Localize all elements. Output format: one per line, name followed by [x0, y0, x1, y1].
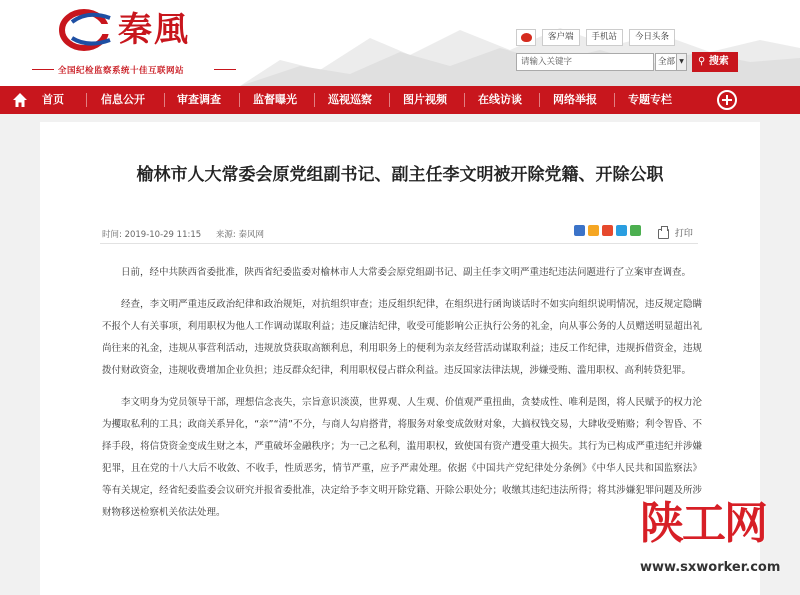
article-paragraph: 经查，李文明严重违反政治纪律和政治规矩，对抗组织审查；违反组织纪律，在组织进行函询谈话时不如实向组织说明情况，违反规定隐瞒不报个人有关事项，利用职权为他人工作调动谋取利益；违反廉洁纪律，收受可能影响公正执行公务的礼金，向从事公务的人员赠送明显超出礼尚往来的礼金，违规从事营利活动，违规放贷获取高额利息，利用职务上的便利为亲友经营活动谋取利益；违反工作纪律，违规拆借资金，违规拨付财政资金，违规收费增加企业负担；违反群众纪律，利用职权侵占群众利益。违反国家法律法规，涉嫌受贿、滥用职权、高利转贷犯罪。	[102, 299, 702, 376]
top-links	[516, 29, 675, 46]
printer-icon	[658, 229, 669, 239]
nav-item-home[interactable]: 首页	[42, 93, 64, 106]
nav-item-interview[interactable]: 在线访谈	[478, 93, 522, 106]
nav-item-report[interactable]: 网络举报	[553, 93, 597, 106]
share-weibo-icon[interactable]	[602, 225, 613, 236]
share-wechat-icon[interactable]	[630, 225, 641, 236]
search-icon: ⚲	[698, 56, 706, 67]
nav-item-review[interactable]: 审查调查	[177, 93, 221, 106]
home-icon	[12, 92, 28, 108]
watermark-logo: 陕工网	[640, 498, 766, 549]
share-plus-icon[interactable]	[574, 225, 585, 236]
search-input[interactable]: 请输入关键字	[516, 53, 654, 71]
print-button[interactable]	[658, 226, 693, 239]
search-button-label: 搜索	[708, 56, 729, 67]
nav-divider	[164, 93, 165, 107]
article-paragraph: 李文明身为党员领导干部，理想信念丧失，宗旨意识淡漠，世界观、人生观、价值观严重扭曲，贪婪成性、唯利是图，将人民赋予的权力沦为攫取私利的工具；政商关系异化，“亲”“清”不分，与商人勾肩搭背，将服务对象变成敛财对象，大搞权钱交易，大肆收受贿赂；利令智昏、不择手段，将信贷资金变成生财之本，严重破坏金融秩序；为一己之私利，滥用职权，致使国有资产遭受重大损失。其行为已构成严重违纪并涉嫌犯罪，且在党的十八大后不收敛、不收手，性质恶劣，情节严重，应予严肃处理。依据《中国共产党纪律处分条例》《中华人民共和国监察法》等有关规定，经省纪委监委会议研究并报省委批准，决定给予李文明开除党籍、开除公职处分；收缴其违纪违法所得；将其涉嫌犯罪问题及所涉财物移送检察机关依法处理。	[102, 397, 702, 518]
nav-divider	[389, 93, 390, 107]
print-label: 打印	[674, 229, 693, 239]
nav-item-media[interactable]: 图片视频	[403, 93, 447, 106]
nav-divider	[314, 93, 315, 107]
nav-divider	[614, 93, 615, 107]
qinfeng-logo-icon	[58, 8, 118, 52]
nav-divider	[239, 93, 240, 107]
nav-divider	[539, 93, 540, 107]
mobile-site-link[interactable]: 手机站	[586, 29, 624, 46]
weibo-icon[interactable]	[516, 29, 536, 46]
nav-item-topics[interactable]: 专题专栏	[628, 93, 672, 106]
nav-item-inspection[interactable]: 巡视巡察	[328, 93, 372, 106]
article-body	[102, 262, 702, 534]
nav-item-supervision[interactable]: 监督曝光	[253, 93, 297, 106]
site-tagline: 全国纪检监察系统十佳互联网站	[58, 66, 185, 76]
plus-icon[interactable]	[717, 90, 737, 110]
search-scope-select[interactable]	[655, 53, 687, 71]
tagline-rule-right	[214, 69, 236, 70]
article-meta	[102, 228, 276, 240]
tagline-rule-left	[32, 69, 54, 70]
site-logo-text[interactable]: 秦風	[118, 10, 190, 50]
article-source: 来源: 秦风网	[215, 230, 264, 240]
search-button[interactable]	[692, 52, 738, 72]
site-header	[0, 0, 800, 86]
share-tencent-icon[interactable]	[616, 225, 627, 236]
search-scope-value: 全部	[658, 57, 676, 67]
watermark-url: www.sxworker.com	[640, 560, 781, 575]
toutiao-link[interactable]: 今日头条	[629, 29, 675, 46]
chevron-down-icon: ▼	[676, 54, 686, 70]
client-link[interactable]: 客户端	[542, 29, 580, 46]
nav-divider	[464, 93, 465, 107]
nav-divider	[86, 93, 87, 107]
publish-time: 时间: 2019-10-29 11:15	[102, 230, 202, 240]
share-qzone-icon[interactable]	[588, 225, 599, 236]
meta-divider	[100, 243, 698, 244]
nav-item-info[interactable]: 信息公开	[101, 93, 145, 106]
article-paragraph: 日前，经中共陕西省委批准，陕西省纪委监委对榆林市人大常委会原党组副书记、副主任李文明严重违纪违法问题进行了立案审查调查。	[121, 267, 692, 278]
main-nav	[0, 86, 800, 114]
share-icons	[574, 225, 641, 236]
article-title: 榆林市人大常委会原党组副书记、副主任李文明被开除党籍、开除公职	[136, 165, 664, 185]
